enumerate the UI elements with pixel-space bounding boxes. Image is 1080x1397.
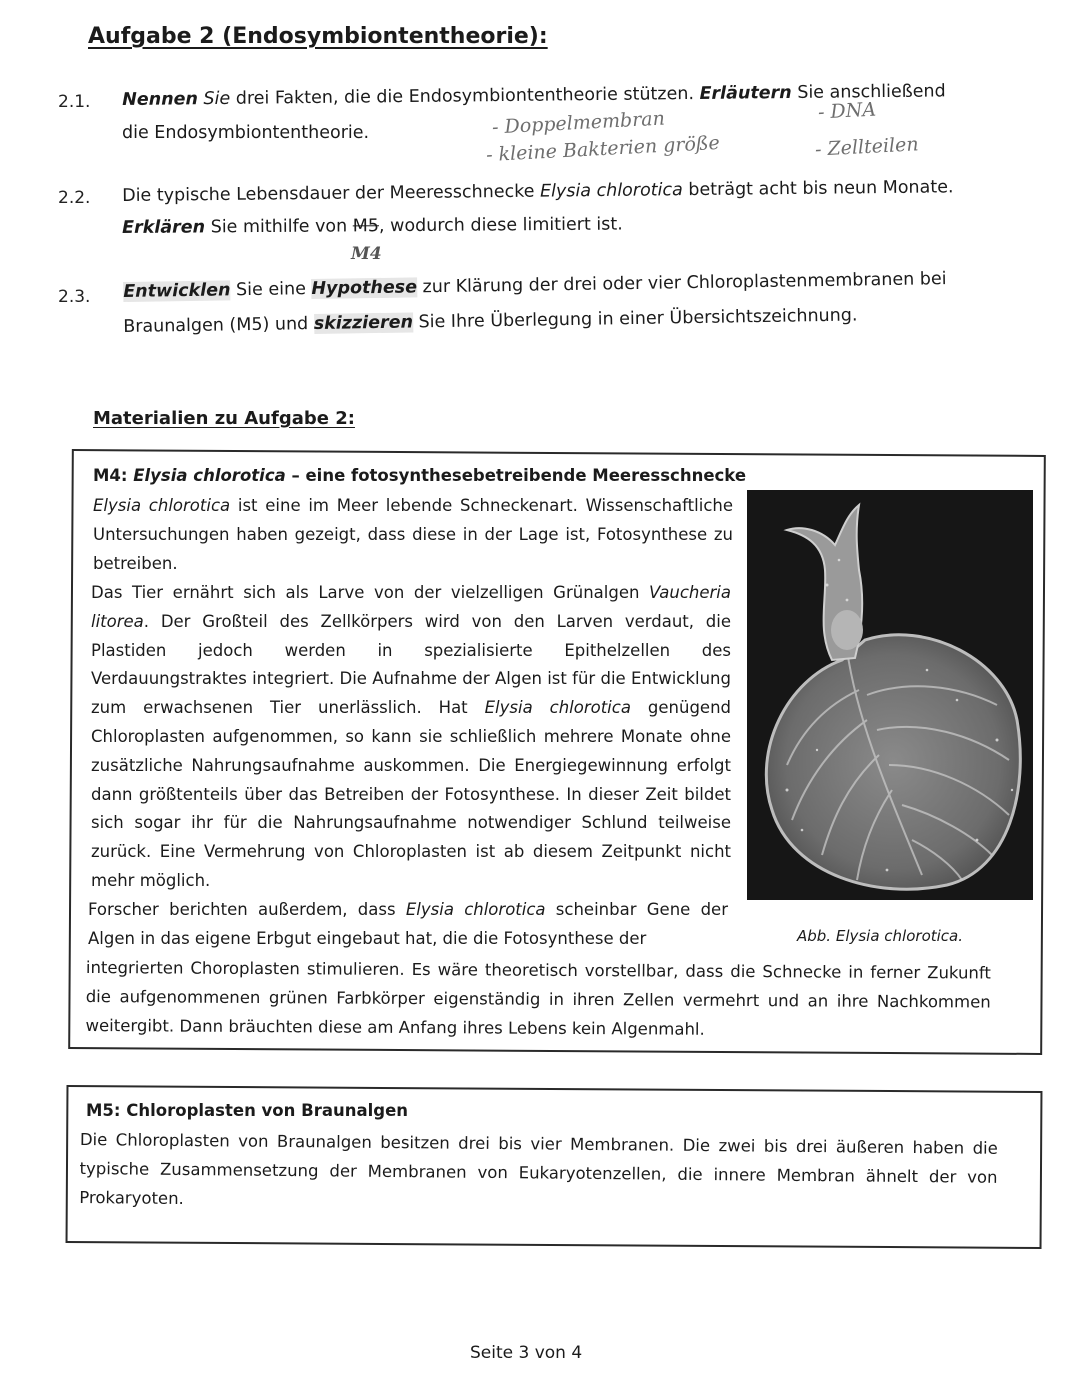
handwritten-note-bacteria-size: - kleine Bakterien größe	[485, 131, 721, 167]
elysia-chlorotica-photo	[747, 490, 1033, 900]
task-2-2-line2: Erklären Sie mithilfe von M5, wodurch diese limitiert ist.	[122, 214, 623, 238]
m5-text: Die Chloroplasten von Braunalgen besitzen drei bis vier Membranen. Die zwei bis drei äußeren haben die typische Zusammensetzung der Membranen von Eukaryotenzellen, die innere Membran ähnelt der von Prokaryoten.	[79, 1129, 998, 1208]
task-number-2-3: 2.3.	[58, 287, 91, 307]
task-number-2-2: 2.2.	[58, 188, 91, 208]
task-2-2-struck-reference: M5	[352, 216, 380, 237]
task-2-1-verb2: Erläutern	[699, 82, 792, 104]
task-2-1-line2: die Endosymbiontentheorie.	[122, 123, 370, 143]
task-number-2-1: 2.1.	[58, 92, 91, 112]
task-2-3-term: Hypothese	[311, 277, 418, 300]
m4-paragraph-3a: Forscher berichten außerdem, dass Elysia chlorotica scheinbar Gene der Algen in das eigene Erbgut eingebaut hat, die die Fotosynthese der	[88, 900, 728, 948]
task-2-2-verb: Erklären	[122, 217, 206, 238]
task-2-1-line1: Nennen Sie drei Fakten, die die Endosymbiontentheorie stützen. Erläutern Sie anschließend	[122, 81, 946, 110]
m4-paragraph-1: Elysia chlorotica ist eine im Meer lebende Schneckenart. Wissenschaftliche Untersuchungen haben gezeigt, dass diese in der Lage ist, Fotosynthese zu betreiben.	[93, 496, 733, 573]
photo-caption: Abb. Elysia chlorotica.	[797, 927, 964, 945]
page-number: Seite 3 von 4	[470, 1343, 583, 1363]
materials-heading: Materialien zu Aufgabe 2:	[93, 408, 355, 429]
m4-title: M4: Elysia chlorotica – eine fotosynthesebetreibende Meeresschnecke	[93, 466, 747, 485]
m4-paragraph-2: Das Tier ernährt sich als Larve von der vielzelligen Grünalgen Vaucheria litorea. Der Großteil des Zellkörpers wird von den Larven verdaut, die Plastiden jedoch werden in spezialisierte Epithelzellen des Verdauungstraktes integriert. Die Aufnahme der Algen ist für die Entwicklung zum erwachsenen Tier unerlässlich. Hat Elysia chlorotica genügend Chloroplasten aufgenommen, so kann sie schließlich mehrere Monate ohne zusätzliche Nahrungsaufnahme auskommen. Die Energiegewinnung erfolgt dann größtenteils über das Betreiben der Fotosynthese. In dieser Zeit bildet sich sogar ihr für die Nahrungsaufnahme notwendiger Schlund teilweise zurück. Eine Vermehrung von Chloroplasten ist ab diesem Zeitpunkt nicht mehr möglich.	[91, 583, 732, 890]
m5-title: M5: Chloroplasten von Braunalgen	[86, 1101, 409, 1120]
handwritten-m4-correction: M4	[351, 244, 382, 264]
task-2-2-line1: Die typische Lebensdauer der Meeresschnecke Elysia chlorotica beträgt acht bis neun Monate.	[122, 177, 954, 206]
task-2-3-verb2: skizzieren	[313, 312, 414, 335]
task-2-3-line2: Braunalgen (M5) und skizzieren Sie Ihre Überlegung in einer Übersichtszeichnung.	[123, 305, 858, 337]
task-2-3-verb1: Entwicklen	[123, 280, 231, 302]
task-2-3-line1: Entwicklen Sie eine Hypothese zur Klärung der drei oder vier Chloroplastenmembranen bei	[123, 269, 947, 302]
page-title: Aufgabe 2 (Endosymbiontentheorie):	[88, 24, 548, 49]
handwritten-note-membrane: - Doppelmembran	[491, 107, 666, 139]
task-2-2-species: Elysia chlorotica	[539, 180, 683, 202]
m4-paragraph-3b: integrierten Choroplasten stimulieren. Es wäre theoretisch vorstellbar, dass die Schnecke in ferner Zukunft die aufgenommenen grünen Farbkörper eigenständig in ihren Zellen vermehrt und an ihre Nachkommen weitergibt. Dann bräuchten diese am Anfang ihres Lebens kein Algenmahl.	[85, 957, 991, 1039]
sea-slug-illustration	[747, 490, 1033, 900]
handwritten-note-cell-division: - Zellteilen	[814, 133, 920, 161]
task-2-1-verb1: Nennen	[122, 89, 199, 110]
handwritten-note-dna: - DNA	[817, 98, 877, 124]
